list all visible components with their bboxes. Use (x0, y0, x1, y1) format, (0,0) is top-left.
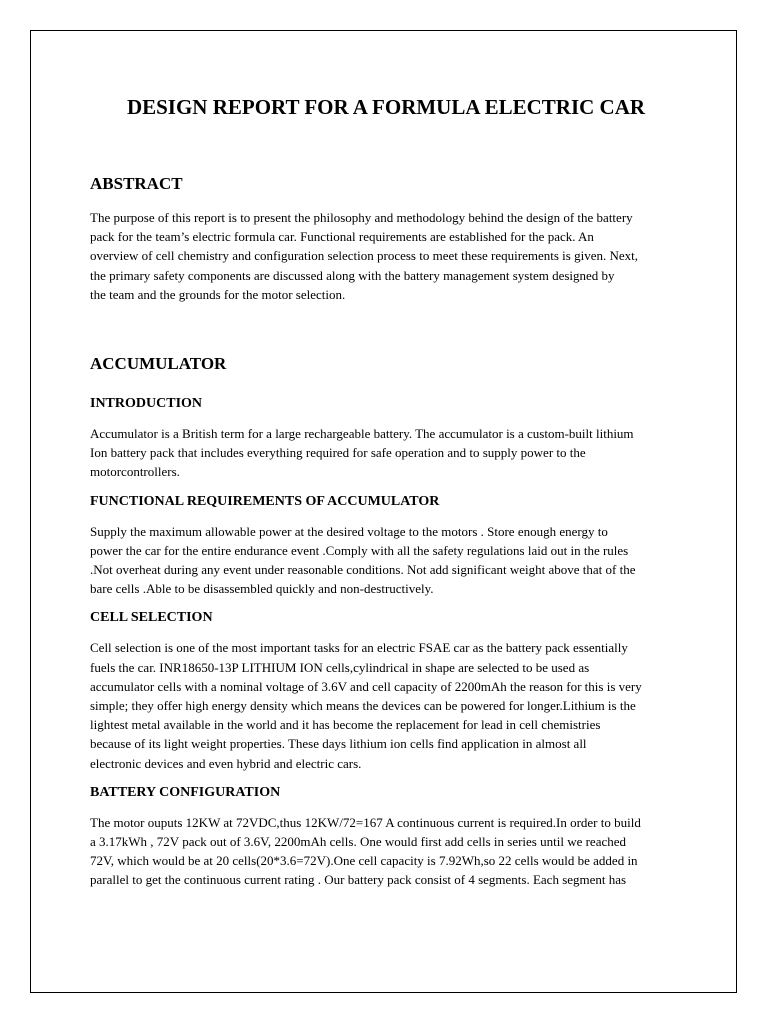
introduction-heading: INTRODUCTION (90, 396, 203, 412)
battery-configuration-line: parallel to get the continuous current rating . Our battery pack consist of 4 segments. Each segment has (90, 872, 627, 888)
battery-configuration-paragraph (90, 813, 690, 890)
cell-selection-line: lightest metal available in the world and it has become the replacement for lead in cell chemistries (90, 717, 601, 733)
battery-configuration-heading: BATTERY CONFIGURATION (90, 784, 281, 800)
abstract-paragraph (90, 208, 690, 304)
cell-selection-line: fuels the car. INR18650-13P LITHIUM ION cells,cylindrical in shape are selected to be used as (90, 659, 590, 675)
document-title: DESIGN REPORT FOR A FORMULA ELECTRIC CAR (126, 95, 646, 119)
accumulator-heading: ACCUMULATOR (90, 354, 227, 374)
introduction-line: motorcontrollers. (90, 464, 180, 480)
abstract-line: the team and the grounds for the motor selection. (90, 286, 346, 302)
cell-selection-paragraph (90, 638, 690, 772)
functional-requirements-line: bare cells .Able to be disassembled quickly and non-destructively. (90, 581, 434, 597)
cell-selection-line: electronic devices and even hybrid and electric cars. (90, 755, 362, 771)
document-body (90, 92, 690, 890)
cell-selection-heading: CELL SELECTION (90, 610, 213, 626)
introduction-paragraph (90, 424, 690, 482)
functional-requirements-paragraph (90, 522, 690, 599)
cell-selection-line: accumulator cells with a nominal voltage of 3.6V and cell capacity of 2200mAh the reason for this is very (90, 678, 642, 694)
abstract-line: overview of cell chemistry and configuration selection process to meet these requirements is given. Next, (90, 248, 638, 264)
introduction-line: Ion battery pack that includes everything required for safe operation and to supply power to the (90, 445, 586, 461)
functional-requirements-line: Supply the maximum allowable power at the desired voltage to the motors . Store enough energy to (90, 523, 608, 539)
functional-requirements-line: .Not overheat during any event under reasonable conditions. Not add significant weight above that of the (90, 562, 636, 578)
functional-requirements-heading: FUNCTIONAL REQUIREMENTS OF ACCUMULATOR (90, 493, 440, 509)
abstract-line: The purpose of this report is to present the philosophy and methodology behind the design of the battery (90, 210, 633, 225)
introduction-line: Accumulator is a British term for a large rechargeable battery. The accumulator is a custom-built lithium (90, 426, 634, 442)
cell-selection-line: simple; they offer high energy density which means the devices can be powered for longer.Lithium is the (90, 698, 636, 714)
abstract-line: pack for the team’s electric formula car. Functional requirements are established for the pack. An (90, 229, 594, 245)
functional-requirements-line: power the car for the entire endurance event .Comply with all the safety regulations laid out in the rules (90, 542, 629, 558)
cell-selection-line: because of its light weight properties. These days lithium ion cells find application in almost all (90, 736, 587, 752)
abstract-heading: ABSTRACT (90, 174, 183, 193)
cell-selection-line: Cell selection is one of the most important tasks for an electric FSAE car as the battery pack essentially (90, 640, 628, 656)
battery-configuration-line: 72V, which would be at 20 cells(20*3.6=72V).One cell capacity is 7.92Wh,so 22 cells would be added in (90, 853, 638, 869)
abstract-line: the primary safety components are discussed along with the battery management system designed by (90, 267, 615, 283)
battery-configuration-line: The motor ouputs 12KW at 72VDC,thus 12KW/72=167 A continuous current is required.In order to build (90, 814, 641, 830)
battery-configuration-line: a 3.17kWh , 72V pack out of 3.6V, 2200mAh cells. One would first add cells in series until we reached (90, 834, 627, 850)
